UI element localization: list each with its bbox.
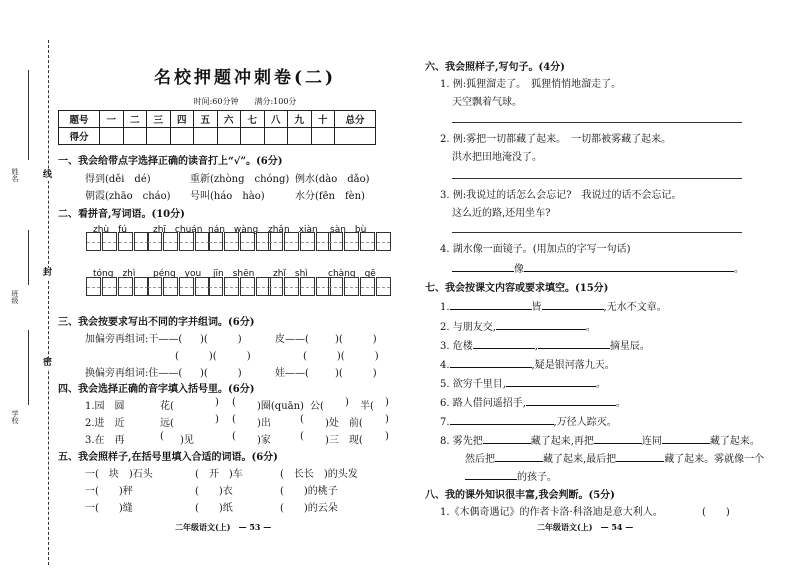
s5-cell: ( 长长 )的头发 bbox=[280, 469, 358, 480]
s7-text: 。 bbox=[585, 322, 596, 333]
s4-word: ( bbox=[300, 414, 304, 425]
s7-text: ,万径人踪灭。 bbox=[553, 417, 617, 428]
score-value-row bbox=[59, 128, 376, 145]
s4-word: )见 bbox=[180, 435, 194, 446]
score-header-row bbox=[59, 111, 376, 128]
s4-row-label: 2.进 近 bbox=[85, 418, 125, 429]
s6-item-4: 4. 湖水像一面镜子。(用加点的字写一句话) bbox=[440, 244, 631, 255]
s6-example-3: 3. 例:我说过的话怎么会忘记? 我说过的话不会忘记。 bbox=[440, 190, 682, 201]
score-input[interactable] bbox=[100, 128, 124, 145]
score-cell: 九 bbox=[288, 111, 312, 128]
s4-word: ( bbox=[232, 414, 236, 425]
score-cell: 七 bbox=[241, 111, 265, 128]
answer-line[interactable] bbox=[452, 122, 742, 123]
char-boxes[interactable] bbox=[208, 232, 272, 251]
blank[interactable] bbox=[496, 319, 586, 330]
s7-text: ,疑是银河落九天。 bbox=[531, 360, 615, 371]
char-box[interactable] bbox=[163, 277, 178, 296]
score-cell: 四 bbox=[170, 111, 194, 128]
char-box[interactable] bbox=[376, 232, 391, 251]
char-box[interactable] bbox=[284, 277, 299, 296]
char-box[interactable] bbox=[300, 277, 315, 296]
s4-word: 远( bbox=[160, 418, 174, 429]
s4-word: ( bbox=[232, 397, 236, 408]
s7-text: 1. bbox=[440, 302, 450, 313]
paren-pair: )( ) bbox=[335, 334, 377, 345]
spine-name-line bbox=[28, 70, 29, 160]
s4-word: 公( bbox=[310, 401, 324, 412]
score-input[interactable] bbox=[241, 128, 265, 145]
s1-item[interactable]: 号叫(háo hào) bbox=[190, 191, 265, 202]
score-input[interactable] bbox=[147, 128, 171, 145]
s5-cell: ( 开 )车 bbox=[195, 469, 243, 480]
blank[interactable] bbox=[594, 433, 642, 444]
spine-school-line bbox=[28, 330, 29, 405]
pinyin-label: jīn shēn bbox=[213, 269, 255, 279]
paren-pair: )( ) bbox=[335, 368, 377, 379]
s3-line2a: 换偏旁再组词:住——( bbox=[85, 368, 183, 379]
score-cell: 五 bbox=[194, 111, 218, 128]
blank[interactable] bbox=[524, 261, 734, 272]
s7-item-8b bbox=[465, 450, 764, 465]
s7-text: , bbox=[534, 341, 538, 352]
spine-field-school: 学校 bbox=[11, 410, 19, 424]
score-input[interactable] bbox=[311, 128, 335, 145]
pinyin-label: nán wàng bbox=[208, 225, 259, 235]
s4-word: 半( bbox=[360, 401, 374, 412]
s7-item-6 bbox=[440, 394, 626, 409]
s7-item-5 bbox=[440, 375, 606, 390]
score-cell: 三 bbox=[147, 111, 171, 128]
section-3-title: 三、我会按要求写出不同的字并组词。(6分) bbox=[58, 317, 255, 328]
s4-word: )圈(quān) bbox=[257, 401, 304, 412]
blank[interactable] bbox=[542, 299, 604, 310]
pinyin-label: zhù fú bbox=[93, 225, 128, 235]
paren-close: ) bbox=[385, 414, 389, 425]
s5-cell[interactable]: 一( )缝 bbox=[85, 503, 133, 514]
score-input[interactable] bbox=[194, 128, 218, 145]
char-box[interactable] bbox=[179, 232, 194, 251]
char-box[interactable] bbox=[240, 277, 255, 296]
s6-task-1: 天空飘着气球。 bbox=[452, 97, 522, 108]
char-box[interactable] bbox=[284, 232, 299, 251]
char-box[interactable] bbox=[208, 232, 223, 251]
s7-text: 藏了起来,再把 bbox=[530, 436, 594, 447]
score-cell: 题号 bbox=[59, 111, 100, 128]
s7-text: 。 bbox=[595, 379, 606, 390]
char-box[interactable] bbox=[268, 232, 283, 251]
s4-word: )处 前( bbox=[325, 418, 363, 429]
score-cell: 十 bbox=[311, 111, 335, 128]
blank[interactable] bbox=[495, 451, 543, 462]
answer-line[interactable] bbox=[452, 232, 742, 233]
paren-pair: ( )( ) bbox=[175, 351, 251, 362]
section-8-title: 八、我的课外知识很丰富,我会判断。(5分) bbox=[425, 490, 615, 501]
char-box[interactable] bbox=[208, 277, 223, 296]
s7-text: 藏了起来。 bbox=[709, 436, 760, 447]
s3-line1b: 皮——( bbox=[275, 334, 309, 345]
s4-word: ( bbox=[300, 431, 304, 442]
blank[interactable] bbox=[473, 338, 535, 349]
char-box[interactable] bbox=[268, 277, 283, 296]
char-box[interactable] bbox=[240, 232, 255, 251]
s7-text: 连同 bbox=[641, 436, 662, 447]
s7-text: 的孩子。 bbox=[517, 472, 557, 483]
blank[interactable] bbox=[450, 357, 532, 368]
s5-cell[interactable]: 一( )秤 bbox=[85, 486, 133, 497]
char-box[interactable] bbox=[328, 232, 343, 251]
paren-close: ) bbox=[215, 397, 219, 408]
score-cell: 总分 bbox=[335, 111, 376, 128]
char-box[interactable] bbox=[344, 232, 359, 251]
paren-close: ) bbox=[215, 414, 219, 425]
s4-word: ( bbox=[232, 431, 236, 442]
s4-word: )出 bbox=[257, 418, 271, 429]
char-box[interactable] bbox=[376, 277, 391, 296]
char-box[interactable] bbox=[118, 232, 133, 251]
s6-fill-4[interactable]: 像 。 bbox=[452, 260, 744, 275]
s5-cell: 一( 块 )石头 bbox=[85, 469, 153, 480]
score-input[interactable] bbox=[335, 128, 376, 145]
s1-item[interactable]: 重新(zhòng chóng) bbox=[190, 174, 290, 185]
s5-cell[interactable]: ( )纸 bbox=[195, 503, 233, 514]
char-box[interactable] bbox=[179, 277, 194, 296]
judge-paren[interactable]: ( ) bbox=[702, 507, 730, 518]
section-5-title: 五、我会照样子,在括号里填入合适的词语。(6分) bbox=[58, 452, 278, 463]
paren-close: ) bbox=[385, 431, 389, 442]
char-boxes[interactable] bbox=[147, 232, 211, 251]
s7-text: 7. bbox=[440, 417, 450, 428]
score-cell: 二 bbox=[123, 111, 147, 128]
char-box[interactable] bbox=[224, 277, 239, 296]
section-2-title: 二、看拼音,写词语。(10分) bbox=[58, 209, 185, 220]
blank[interactable] bbox=[526, 395, 616, 406]
s7-item-1 bbox=[440, 298, 667, 313]
s7-text: 4. bbox=[440, 360, 450, 371]
score-cell: 八 bbox=[264, 111, 288, 128]
char-boxes[interactable] bbox=[268, 277, 332, 296]
spine-word-line: 线 bbox=[43, 170, 53, 180]
s7-text: 藏了起来。雾就像一个 bbox=[664, 454, 765, 465]
char-box[interactable] bbox=[360, 232, 375, 251]
s7-text: 。 bbox=[615, 398, 626, 409]
char-boxes[interactable] bbox=[147, 277, 211, 296]
pinyin-label: chàng gē bbox=[328, 269, 376, 279]
blank[interactable] bbox=[465, 469, 517, 480]
s7-item-7 bbox=[440, 413, 617, 428]
s7-item-8c bbox=[465, 468, 557, 483]
char-box[interactable] bbox=[102, 232, 117, 251]
s7-text: 2. 与朋友交, bbox=[440, 322, 496, 333]
section-1-title: 一、我会给带点字选择正确的读音打上“√”。(6分) bbox=[58, 156, 283, 167]
score-input[interactable] bbox=[288, 128, 312, 145]
s6-example-2: 2. 例:雾把一切都藏了起来。 一切都被雾藏了起来。 bbox=[440, 134, 672, 145]
paren-pair: )( ) bbox=[200, 368, 242, 379]
char-boxes[interactable] bbox=[328, 277, 392, 296]
blank[interactable] bbox=[662, 433, 710, 444]
s6-task-2: 洪水把田地淹没了。 bbox=[452, 152, 542, 163]
binding-dashed-line bbox=[48, 40, 49, 565]
paren-pair: ( )( ) bbox=[303, 351, 379, 362]
s6-fill-word: 像 bbox=[514, 264, 524, 275]
char-box[interactable] bbox=[300, 232, 315, 251]
pinyin-label: zhī chuán bbox=[153, 225, 203, 235]
spine-field-name: 姓名 bbox=[11, 168, 19, 182]
score-input[interactable] bbox=[170, 128, 194, 145]
section-7-title: 七、我会按课文内容或要求填空。(15分) bbox=[425, 283, 609, 294]
pinyin-label: zhǎn xiàn bbox=[268, 225, 318, 235]
char-box[interactable] bbox=[344, 277, 359, 296]
answer-line[interactable] bbox=[452, 178, 742, 179]
s7-text: ,无水不文章。 bbox=[603, 302, 667, 313]
s4-word: ( bbox=[160, 431, 164, 442]
spine-field-class: 班级 bbox=[11, 290, 19, 304]
score-cell: 得分 bbox=[59, 128, 100, 145]
pinyin-label: tóng zhì bbox=[93, 269, 136, 279]
s5-cell[interactable]: ( )的云朵 bbox=[280, 503, 338, 514]
s7-text: 5. 欲穷千里目, bbox=[440, 379, 506, 390]
s5-cell[interactable]: ( )衣 bbox=[195, 486, 233, 497]
char-box[interactable] bbox=[328, 277, 343, 296]
blank[interactable] bbox=[483, 433, 531, 444]
page-title: 名校押题冲刺卷(二) bbox=[153, 68, 337, 88]
s7-text: 皆 bbox=[531, 302, 542, 313]
score-input[interactable] bbox=[264, 128, 288, 145]
char-boxes[interactable] bbox=[86, 232, 150, 251]
footer-left: 二年级语文(上) — 53 — bbox=[175, 522, 272, 532]
s6-example-1: 1. 例:狐狸溜走了。 狐狸悄悄地溜走了。 bbox=[440, 79, 622, 90]
section-6-title: 六、我会照样子,写句子。(4分) bbox=[425, 62, 565, 73]
s7-text: 3. 危楼 bbox=[440, 341, 473, 352]
char-boxes[interactable] bbox=[208, 277, 272, 296]
footer-right: 二年级语文(上) — 54 — bbox=[537, 522, 634, 532]
blank[interactable] bbox=[452, 261, 514, 272]
blank[interactable] bbox=[506, 376, 596, 387]
char-box[interactable] bbox=[86, 277, 101, 296]
char-boxes[interactable] bbox=[268, 232, 332, 251]
pinyin-label: sàn bù bbox=[330, 225, 367, 235]
char-box[interactable] bbox=[224, 232, 239, 251]
blank[interactable] bbox=[538, 338, 610, 349]
s4-row-label: 3.在 再 bbox=[85, 435, 125, 446]
char-box[interactable] bbox=[360, 277, 375, 296]
s1-item[interactable]: 水分(fēn fèn) bbox=[295, 191, 365, 202]
char-boxes[interactable] bbox=[328, 232, 392, 251]
s6-task-3: 这么近的路,还用坐车? bbox=[452, 208, 551, 219]
char-box[interactable] bbox=[147, 277, 162, 296]
s7-text: 摘星辰。 bbox=[609, 341, 650, 352]
char-box[interactable] bbox=[102, 277, 117, 296]
s4-word: )三 现( bbox=[325, 435, 363, 446]
spine-word-secret: 密 bbox=[43, 358, 53, 368]
pinyin-label: péng you bbox=[153, 269, 202, 279]
s1-item[interactable]: 朝霞(zhāo cháo) bbox=[85, 191, 171, 202]
char-box[interactable] bbox=[147, 232, 162, 251]
char-box[interactable] bbox=[86, 232, 101, 251]
s3-line1a: 加偏旁再组词:干——( bbox=[85, 334, 183, 345]
char-boxes[interactable] bbox=[86, 277, 150, 296]
s7-text: 藏了起来,最后把 bbox=[543, 454, 617, 465]
blank[interactable] bbox=[450, 299, 532, 310]
section-4-title: 四、我会选择正确的音字填入括号里。(6分) bbox=[58, 384, 255, 395]
score-cell: 一 bbox=[100, 111, 124, 128]
paren-close: ) bbox=[385, 397, 389, 408]
score-table bbox=[58, 110, 376, 145]
s1-item[interactable]: 得到(děi dé) bbox=[85, 174, 151, 185]
s7-text: 8. 雾先把 bbox=[440, 436, 483, 447]
score-input[interactable] bbox=[123, 128, 147, 145]
s4-word: 花( bbox=[160, 401, 174, 412]
paren-pair: )( ) bbox=[200, 334, 242, 345]
s7-item-3 bbox=[440, 337, 650, 352]
char-box[interactable] bbox=[118, 277, 133, 296]
score-cell: 六 bbox=[217, 111, 241, 128]
blank[interactable] bbox=[450, 414, 554, 425]
score-input[interactable] bbox=[217, 128, 241, 145]
exam-info: 时间:60分钟 满分:100分 bbox=[193, 97, 297, 106]
pinyin-label: zhǐ shì bbox=[273, 269, 308, 279]
s4-word: )家 bbox=[257, 435, 271, 446]
spine-class-line bbox=[28, 230, 29, 285]
spine-word-seal: 封 bbox=[43, 268, 53, 278]
s4-row-label: 1.园 圆 bbox=[85, 401, 125, 412]
s7-item-2 bbox=[440, 318, 596, 333]
s7-text: 6. 路人借问遥招手, bbox=[440, 398, 526, 409]
s8-item-1: 1.《木偶奇遇记》的作者卡洛·科洛迪是意大利人。 bbox=[440, 507, 663, 518]
s5-cell[interactable]: ( )的桃子 bbox=[280, 486, 338, 497]
s7-text: 然后把 bbox=[465, 454, 495, 465]
s7-item-8a bbox=[440, 432, 760, 447]
s7-item-4 bbox=[440, 356, 615, 371]
char-box[interactable] bbox=[163, 232, 178, 251]
blank[interactable] bbox=[616, 451, 664, 462]
paren-close: ) bbox=[345, 397, 349, 408]
s3-line2b: 娃——( bbox=[275, 368, 309, 379]
s1-item[interactable]: 例水(dào dǎo) bbox=[295, 174, 370, 185]
